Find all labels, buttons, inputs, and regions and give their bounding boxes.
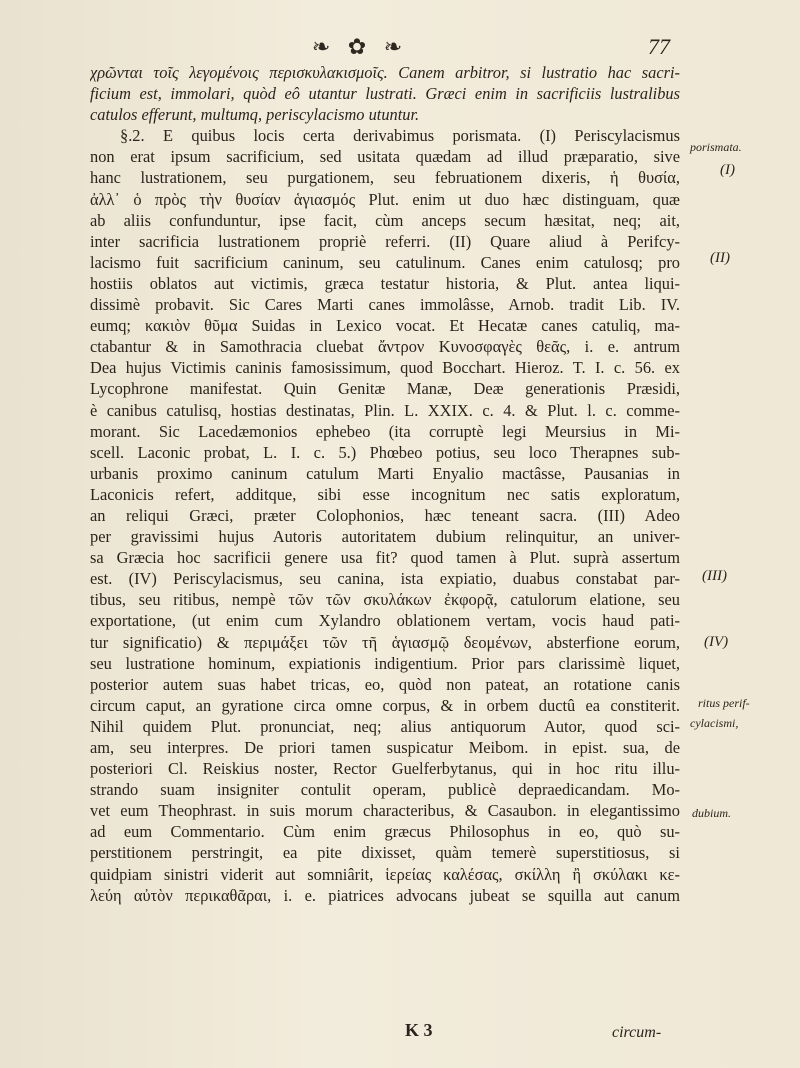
text-line: ad eum Commentario. Cùm enim græcus Philosophus in eo, quò su- [90,822,680,842]
text-line: ficium est, immolari, quòd eô utantur lustrati. Græci enim in sacrificiis lustralibus [90,84,680,104]
text-line: exportatione, (ut enim cum Xylandro oblationem vertam, vocis haud pati- [90,611,680,631]
signature-mark: K 3 [405,1020,433,1040]
text-line: hostiis oblatos aut victimis, græca testatur historia, & Plut. antea liqui- [90,273,680,293]
margin-note: dubium. [692,806,731,820]
text-line: scell. Laconic probat, L. I. c. 5.) Phœbeo potius, seu loco Therapnes sub- [90,442,680,462]
text-line: è canibus catulisq, hostias destinatas, Plin. L. XXIX. c. 4. & Plut. l. c. comme- [90,400,680,420]
text-line: ἀλλ᾽ ὁ πρὸς τὴν θυσίαν ἁγιασμός Plut. enim ut duo hæc distinguam, quæ [90,189,680,209]
text-line: posterior autem suas habet tricas, eo, quòd non pateat, an rotatione canis [90,674,680,694]
text-line: per gravissimi hujus Autoris autoritatem dubium relinquitur, an univer- [90,527,680,547]
text-line: tur significatio) & περιμάξει τῶν τῆ ἁγιασμῷ δεομένων, absterfione eorum, [90,632,680,652]
text-line: lacismo fuit sacrificium caninum, seu catulinum. Canes enim catulosq; pro [90,252,680,272]
text-line: strando suam insigniter contulit operam, publicè depraedicandam. Mo- [90,780,680,800]
margin-note: (III) [702,568,727,584]
margin-note: (IV) [704,634,729,650]
text-line: hanc lustrationem, seu purgationem, seu februationem dixeris, ἡ θυσία, [90,168,680,188]
text-line: tibus, seu ritibus, nempè τῶν τῶν σκυλάκων ἐκφορᾷ, catulorum elatione, seu [90,590,680,610]
margin-note: (II) [710,250,730,266]
margin-note: ritus perif- [698,696,750,710]
text-line: Nihil quidem Plut. pronunciat, neq; alius antiquorum Autor, quod sci- [90,716,680,736]
text-line: sa Græcia hoc sacrificii genere usa fit? quod tamen à Plut. suprà assertum [90,548,680,568]
body-text [90,62,680,906]
text-line: §.2. E quibus locis certa derivabimus porismata. (I) Periscylacismus [120,126,680,146]
text-line: λεύη αὐτὸν περικαθᾶραι, i. e. piatrices advocans jubeat se squilla aut canum [90,885,680,905]
text-line: inter sacrificia lustrationem propriè referri. (II) Quare aliud à Perifcy- [90,231,680,251]
text-line: ctabantur & in Samothracia cluebat ἄντρον Κυνοσφαγὲς θεᾶς, i. e. antrum [90,337,680,357]
text-line: perstitionem perstringit, ea pite dixisset, quàm temerè superstitiosus, si [90,843,680,863]
text-line: est. (IV) Periscylacismus, seu canina, ista expiatio, duabus constabat par- [90,569,680,589]
margin-note: (I) [720,162,735,178]
text-line: eumq; κακιὸν θῦμα Suidas in Lexico vocat. Et Hecatæ canes catuliq, ma- [90,316,680,336]
margin-note: cylacismi, [690,716,739,730]
margin-note: porismata. [690,140,742,154]
text-line: ab aliis confunduntur, ipse facit, cùm anceps secum hæsitat, neq; ait, [90,210,680,230]
text-line: seu lustratione hominum, expiationis indigentium. Prior pars clarissimè liquet, [90,653,680,673]
text-line: Dea hujus Victimis caninis famosissimum, quod Bocchart. Hieroz. T. I. c. 56. ex [90,358,680,378]
text-line: dissimè probavit. Sic Cares Marti canes immolâsse, Arnob. tradit Lib. IV. [90,295,680,315]
text-line: urbanis proximo caninum catulum Marti Enyalio mactâsse, Pausanias in [90,463,680,483]
header-ornament: ❧ ✿ ❧ [311,34,409,59]
text-line: posteriori Cl. Reiskius noster, Rector Guelferbytanus, qui in hoc ritu illu- [90,759,680,779]
text-line: an reliqui Græci, præter Colophonios, hæc teneant sacra. (III) Adeo [90,505,680,525]
text-line: morant. Sic Lacedæmonios ephebeo (ita corruptè legi Meursius in Mi- [90,421,680,441]
text-line: circum caput, an gyratione circa omne corpus, & in orbem ductû ea constiterit. [90,695,680,715]
text-line: Laconicis refert, additque, sibi esse incognitum nec satis exploratum, [90,484,680,504]
page-number: 77 [648,34,670,59]
text-line: am, seu interpres. De priori tamen suspicatur Meibom. in epist. sua, de [90,738,680,757]
catchword: circum- [612,1024,662,1041]
text-line: non erat ipsum sacrificium, sed usitata quædam ad illud præparatio, sive [90,147,680,167]
text-line: vet eum Theophrast. in suis morum characteribus, & Casaubon. in elegantissimo [90,801,680,821]
text-line: χρῶνται τοῖς λεγομένοις περισκυλακισμοῖς. Canem arbitror, si lustratio hac sacri- [90,63,680,82]
text-line: Lycophrone manifestat. Quin Genitæ Manæ, Deæ generationis Præsidi, [90,379,680,399]
text-line: catulos efferunt, multumq, periscylacismo utuntur. [90,105,420,125]
text-line: quidpiam sinistri viderit aut somniârit, ἱερείας καλέσας, σκίλλη ἢ σκύλακι κε- [90,864,680,884]
